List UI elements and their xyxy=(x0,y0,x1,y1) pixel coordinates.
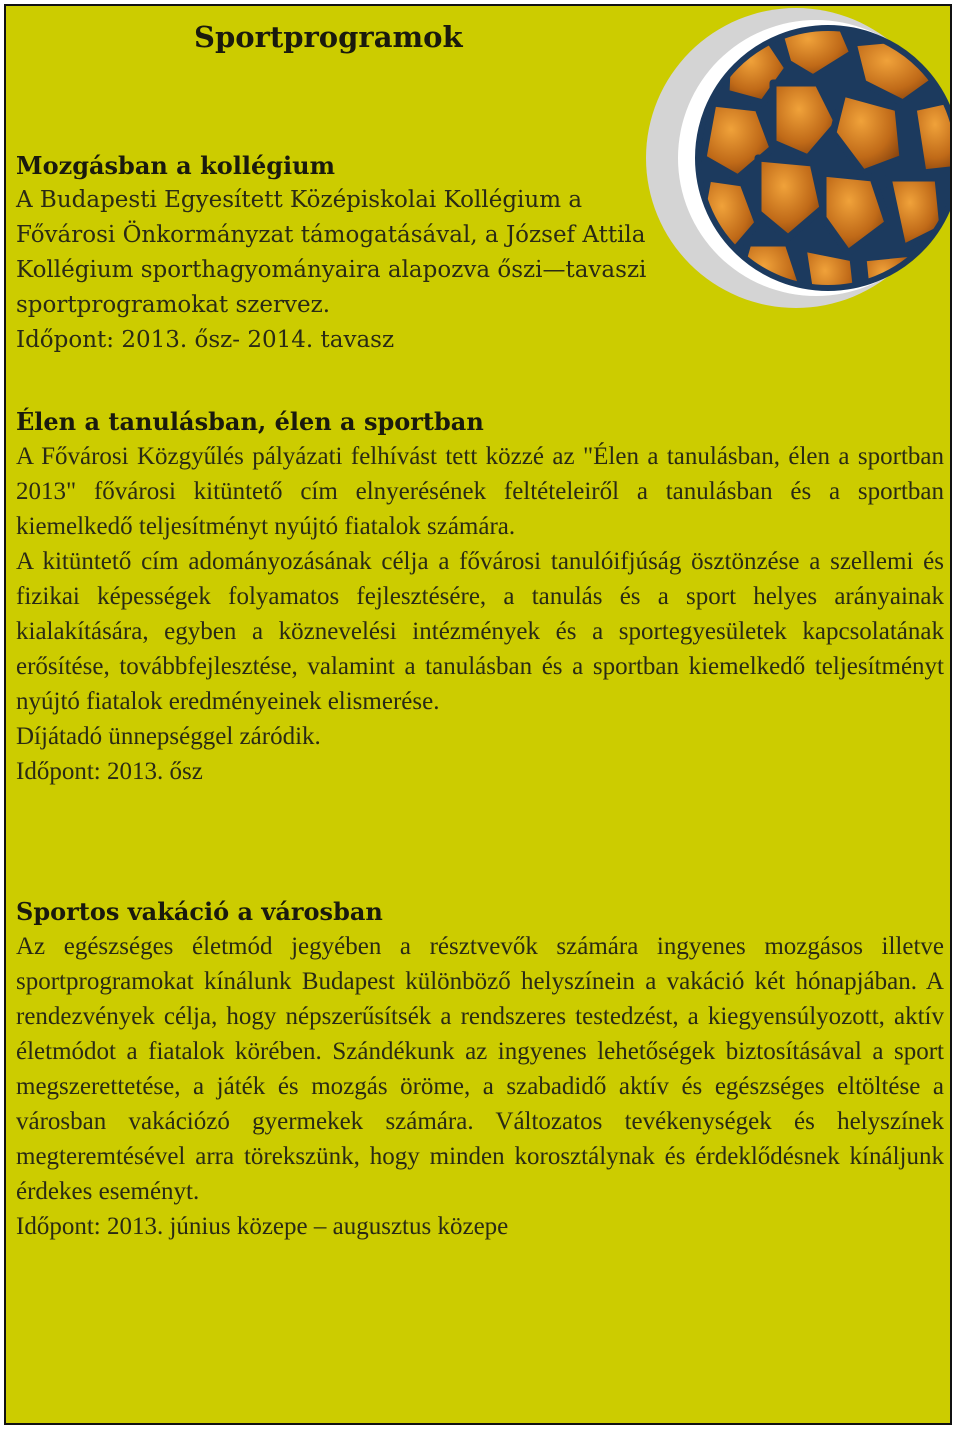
section-date: Időpont: 2013. ősz xyxy=(16,758,203,785)
section-heading: Élen a tanulásban, élen a sportban xyxy=(16,407,484,436)
section-paragraph: Díjátadó ünnepséggel záródik. xyxy=(16,723,321,750)
page-title: Sportprogramok xyxy=(194,20,463,54)
section-vakacio xyxy=(16,894,944,1244)
section-paragraph: A Budapesti Egyesített Középiskolai Kollégium a Fővárosi Önkormányzat támogatásával, a József Attila Kollégium sporthagyományaira alapozva őszi—tavaszi sportprogramokat szervez. xyxy=(16,187,647,318)
section-paragraph: Az egészséges életmód jegyében a résztvevők számára ingyenes mozgásos illetve sportprogramokat kínálunk Budapest különböző helyszínein a vakáció két hónapjában. A rendezvények célja, hogy népszerűsítsék a rendszeres testedzést, a kiegyensúlyozott, aktív életmódot a fiatalok körében. Szándékunk az ingyenes lehetőségek biztosításával a sport megszerettetése, a játék és mozgás öröme, a szabadidő aktív és egészséges eltöltése a városban vakációzó gyermekek számára. Változatos tevékenységek és helyszínek megteremtésével arra törekszünk, hogy minden korosztálynak és érdeklődésnek kínáljunk érdekes eseményt. xyxy=(16,933,944,1205)
soccer-ball-icon xyxy=(638,8,952,318)
section-mozgasban xyxy=(16,148,656,358)
section-heading: Mozgásban a kollégium xyxy=(16,151,335,180)
section-heading: Sportos vakáció a városban xyxy=(16,897,383,926)
section-date: Időpont: 2013. június közepe – augusztus közepe xyxy=(16,1213,509,1240)
flyer-page xyxy=(4,4,952,1425)
section-paragraph: A Fővárosi Közgyűlés pályázati felhívást tett közzé az "Élen a tanulásban, élen a sportban 2013" fővárosi kitüntető cím elnyerésének feltételeiről a tanulásban és a sportban kiemelkedő teljesítményt nyújtó fiatalok számára. xyxy=(16,443,944,540)
section-elen xyxy=(16,404,944,789)
section-paragraph: A kitüntető cím adományozásának célja a fővárosi tanulóifjúság ösztönzése a szellemi és fizikai képességek folyamatos fejlesztésére, a tanulás és a sport helyes arányainak kialakítására, egyben a köznevelési intézmények és a sportegyesületek kapcsolatának erősítése, továbbfejlesztése, valamint a tanulásban és a sportban kiemelkedő teljesítményt nyújtó fiatalok eredményeinek elismerése. xyxy=(16,548,944,715)
section-date: Időpont: 2013. ősz- 2014. tavasz xyxy=(16,327,395,353)
